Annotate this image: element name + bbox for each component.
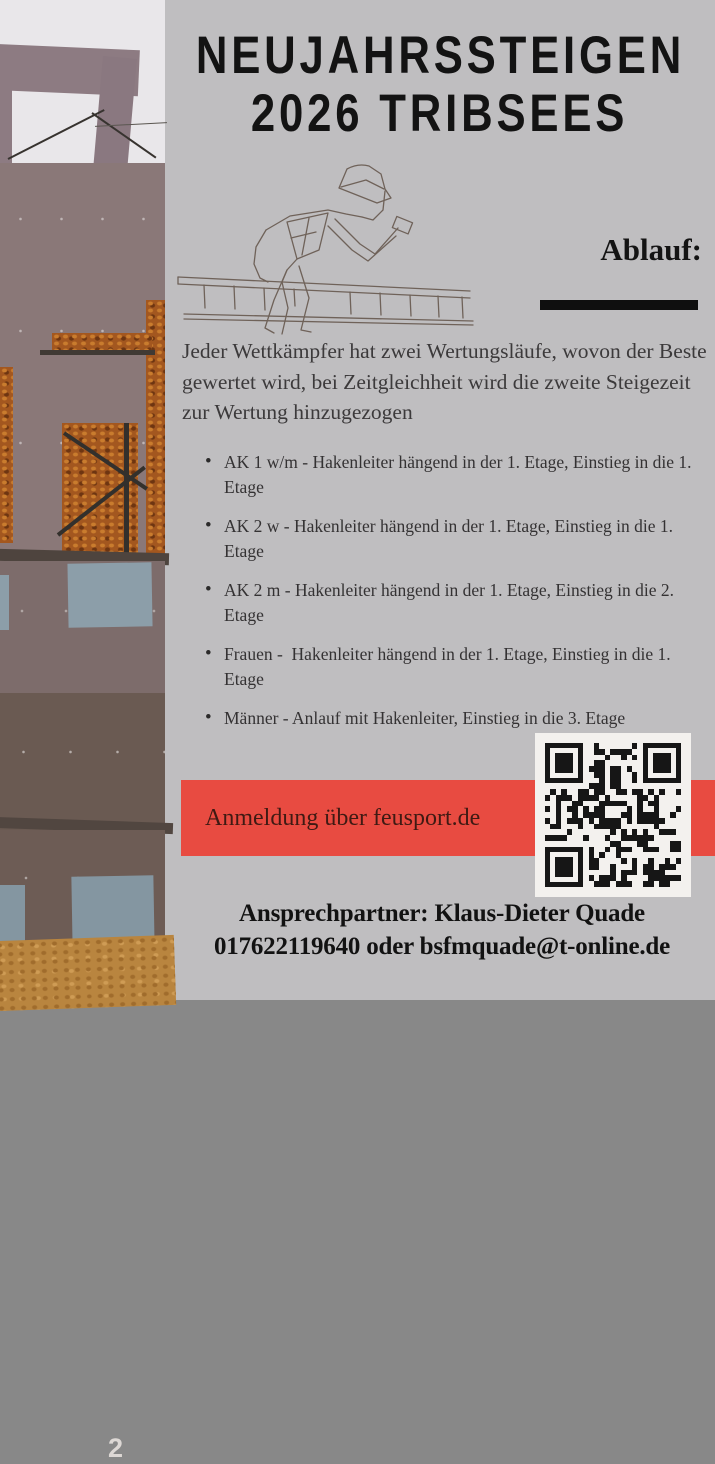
registration-label: Anmeldung über feusport.de xyxy=(205,804,481,831)
tower-floor-number: 2 xyxy=(108,1433,124,1463)
tower-wall-lower xyxy=(0,693,165,1463)
steel-brace xyxy=(8,109,105,160)
title-line-2: 2026 TRIBSEES xyxy=(251,83,629,143)
hook-ladder-climber-illustration xyxy=(170,158,482,340)
tower-photo xyxy=(0,0,165,1463)
qr-finder-icon xyxy=(643,743,681,783)
rule-item: • AK 2 m - Hakenleiter hängend in der 1. Etage, Einstieg in die 2. Etage xyxy=(205,578,702,627)
boarded-window-panel xyxy=(0,575,9,630)
window-brace xyxy=(63,431,148,490)
rule-item: • Frauen - Hakenleiter hängend in der 1. Etage, Einstieg in die 1. Etage xyxy=(205,642,702,691)
contact-name: Ansprechpartner: Klaus-Dieter Quade xyxy=(239,900,645,927)
rule-item: • AK 1 w/m - Hakenleiter hängend in der 1. Etage, Einstieg in die 1. Etage xyxy=(205,450,702,499)
window-sill xyxy=(40,350,155,355)
contact-block xyxy=(180,898,704,963)
rule-item: • Männer - Anlauf mit Hakenleiter, Einstieg in die 3. Etage xyxy=(205,706,702,731)
ablauf-heading: Ablauf: xyxy=(600,232,702,267)
page-title xyxy=(165,26,715,142)
window-brace xyxy=(124,423,129,560)
rules-list xyxy=(205,450,702,746)
title-line-1: NEUJAHRSSTEIGEN xyxy=(195,25,685,85)
qr-finder-icon xyxy=(545,743,583,783)
qr-code xyxy=(535,733,691,897)
boarded-window-panel xyxy=(67,562,152,627)
window-opening xyxy=(0,367,13,543)
rule-item: • AK 2 w - Hakenleiter hängend in der 1. Etage, Einstieg in die 1. Etage xyxy=(205,514,702,563)
sandy-ground xyxy=(0,935,176,1011)
intro-text: Jeder Wettkämpfer hat zwei Wertungsläufe, wovon der Beste gewertet wird, bei Zeitgleichheit wird die zweite Steigezeit zur Wertung hinzugezogen xyxy=(182,339,707,425)
qr-finder-icon xyxy=(545,847,583,887)
ablauf-underline xyxy=(540,300,698,310)
boarded-window-panel xyxy=(0,885,25,943)
window-opening xyxy=(62,423,138,560)
contact-details: 017622119640 oder bsfmquade@t-online.de xyxy=(213,932,670,960)
